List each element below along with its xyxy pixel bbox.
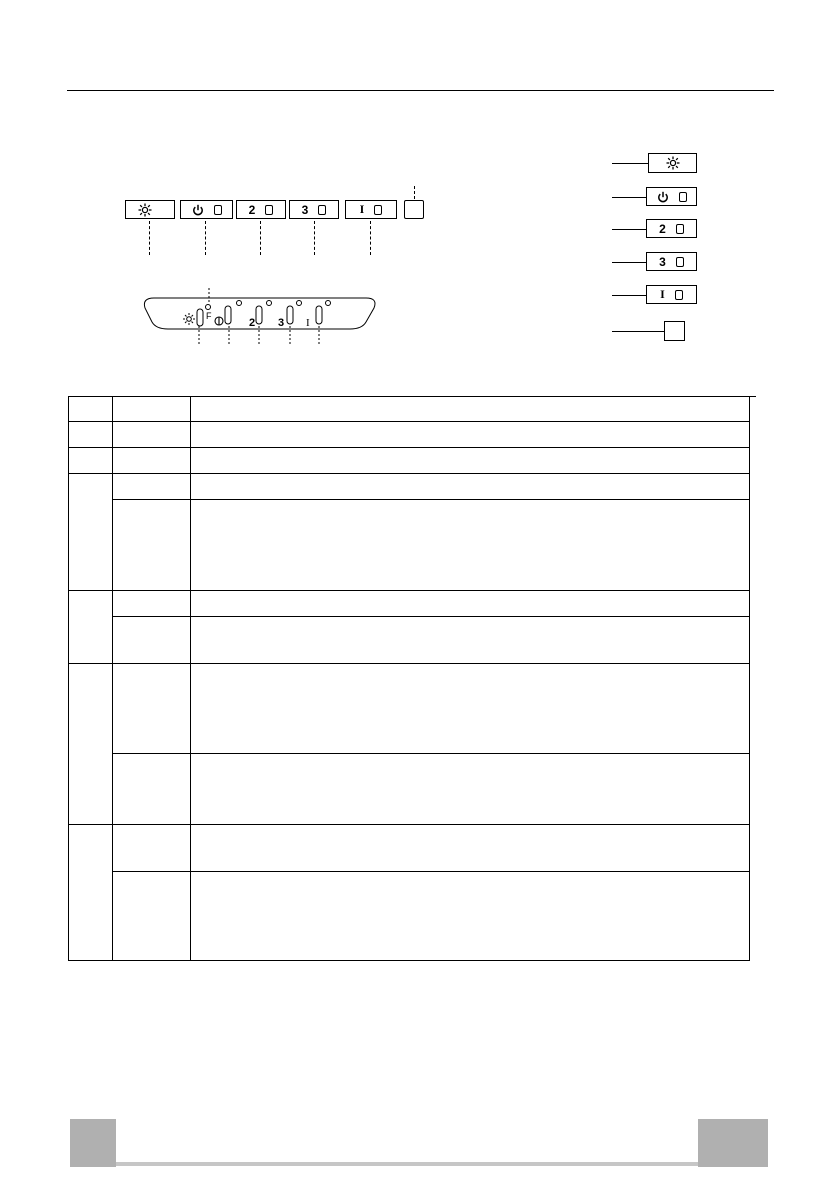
slider-i-label: I (306, 317, 310, 329)
speed-3-led-icon (318, 205, 326, 215)
side-power-icon (657, 191, 669, 203)
speed-2-label: 2 (248, 202, 256, 217)
table-cell (191, 872, 750, 961)
table-cell (113, 397, 191, 422)
table-cell (113, 664, 191, 754)
table-cell (191, 422, 750, 448)
extra-button[interactable] (404, 200, 424, 219)
callout-line (314, 221, 315, 255)
side-callout-line (612, 229, 647, 230)
light-button[interactable] (125, 200, 175, 219)
table-row (69, 872, 750, 961)
side-intensive-button[interactable] (646, 285, 697, 304)
speed-2-led-icon (265, 205, 273, 215)
table-cell (69, 664, 113, 825)
side-light-icon (666, 156, 680, 170)
side-power-led-icon (679, 192, 687, 202)
table-cell (113, 617, 191, 664)
side-callout-line (612, 262, 647, 263)
side-speed-3-led-icon (676, 257, 684, 267)
table-cell (113, 825, 191, 872)
table-cell (191, 825, 750, 872)
table-cell (69, 397, 113, 422)
side-speed-3-label: 3 (659, 254, 666, 269)
side-speed-2-label: 2 (659, 221, 666, 236)
table-row (69, 474, 750, 500)
table-row (69, 617, 750, 664)
table-cell (113, 754, 191, 825)
side-power-button[interactable] (646, 187, 697, 206)
slider-panel (140, 284, 380, 346)
callout-line (205, 221, 206, 255)
speed-3-label: 3 (301, 202, 309, 217)
table-cell (191, 474, 750, 500)
table-row (69, 664, 750, 754)
side-light-button[interactable] (648, 153, 697, 173)
table-cell (113, 448, 191, 474)
callout-line (414, 186, 415, 199)
side-speed-2-button[interactable] (646, 219, 697, 238)
filter-label: F (206, 311, 212, 321)
intensive-label: I (359, 202, 365, 216)
callout-line (370, 221, 371, 255)
side-speed-3-button[interactable] (646, 252, 697, 271)
feature-table (68, 396, 750, 961)
table-cell (113, 872, 191, 961)
side-intensive-led-icon (675, 290, 683, 300)
table-cell (191, 591, 750, 617)
header-rule (67, 90, 774, 91)
table-row (69, 448, 750, 474)
side-callout-line (612, 295, 647, 296)
table-row (69, 591, 750, 617)
side-extra-button[interactable] (664, 321, 685, 341)
table-cell (191, 617, 750, 664)
table-cell (69, 422, 113, 448)
intensive-led-icon (374, 205, 382, 215)
table-cell (191, 397, 750, 422)
table-row (69, 422, 750, 448)
table-cell (113, 591, 191, 617)
intensive-button[interactable] (345, 200, 397, 219)
side-callout-line (612, 197, 647, 198)
slider-3-label: 3 (278, 317, 285, 329)
speed-2-button[interactable] (236, 200, 286, 219)
table-row (69, 397, 750, 422)
table-row (69, 825, 750, 872)
table-cell (191, 500, 750, 591)
callout-line (149, 221, 150, 255)
table-cell (113, 422, 191, 448)
side-intensive-label: I (660, 287, 665, 301)
table-cell (191, 448, 750, 474)
table-cell (69, 474, 113, 591)
side-callout-line (612, 331, 665, 332)
speed-3-button[interactable] (289, 200, 339, 219)
table-row (69, 754, 750, 825)
power-icon (192, 204, 204, 216)
power-button[interactable] (180, 200, 233, 219)
table-cell (113, 500, 191, 591)
side-callout-line (612, 163, 649, 164)
callout-line (260, 221, 261, 255)
light-icon (138, 203, 152, 217)
slider-2-label: 2 (249, 317, 256, 329)
footer-page-tab-left (70, 1119, 116, 1167)
table-cell (113, 474, 191, 500)
table-cell (69, 825, 113, 961)
power-led-icon (214, 205, 222, 215)
table-cell (191, 754, 750, 825)
footer-strip (116, 1162, 698, 1166)
table-cell (69, 448, 113, 474)
table-row (69, 500, 750, 591)
table-cell (69, 591, 113, 664)
table-cell (191, 664, 750, 754)
footer-page-tab-right (698, 1119, 768, 1167)
side-speed-2-led-icon (676, 224, 684, 234)
